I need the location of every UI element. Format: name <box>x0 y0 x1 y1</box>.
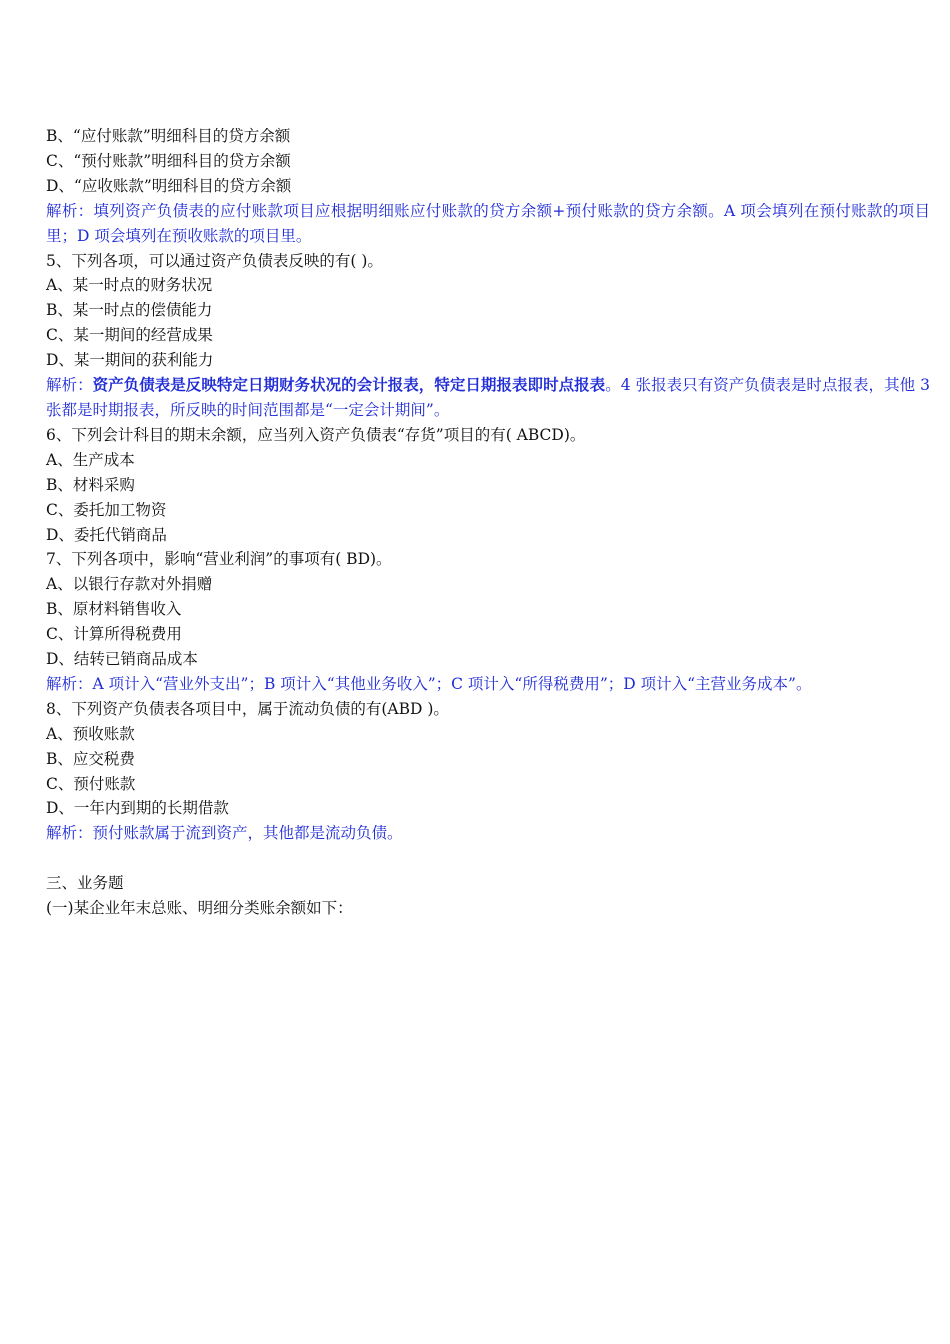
document-page <box>46 124 930 921</box>
question-8-option-d: D、一年内到期的长期借款 <box>46 799 229 818</box>
question-5-analysis <box>46 373 930 423</box>
question-7-option-d: D、结转已销商品成本 <box>46 650 198 669</box>
question-7-stem: 7、下列各项中，影响“营业利润”的事项有( BD)。 <box>46 550 392 569</box>
option-c: C、“预付账款”明细科目的贷方余额 <box>46 151 291 170</box>
blank-line <box>46 846 930 871</box>
question-6-stem: 6、下列会计科目的期末余额，应当列入资产负债表“存货”项目的有( ABCD)。 <box>46 425 586 444</box>
question-8-analysis: 解析：预付账款属于流到资产，其他都是流动负债。 <box>46 824 403 843</box>
question-7-option-a: A、以银行存款对外捐赠 <box>46 575 213 594</box>
analysis-detail: 。4 张报表只有资产负债表是时点报表，其他 3 张都是时期报表，所反映的时间范围都是“一定会计期间”。 <box>46 376 930 419</box>
analysis-label: 解析： <box>46 376 93 395</box>
question-7-analysis: 解析：A 项计入“营业外支出”；B 项计入“其他业务收入”；C 项计入“所得税费用”；D 项计入“主营业务成本”。 <box>46 674 812 693</box>
option-d: D、“应收账款”明细科目的贷方余额 <box>46 176 292 195</box>
question-8-stem: 8、下列资产负债表各项目中，属于流动负债的有(ABD )。 <box>46 699 449 718</box>
question-6-option-b: B、材料采购 <box>46 475 135 494</box>
question-5-option-c: C、某一期间的经营成果 <box>46 326 213 345</box>
question-5-option-a: A、某一时点的财务状况 <box>46 276 213 295</box>
question-6-option-c: C、委托加工物资 <box>46 500 167 519</box>
option-b: B、“应付账款”明细科目的贷方余额 <box>46 127 291 145</box>
analysis-key-point: 资产负债表是反映特定日期财务状况的会计报表，特定日期报表即时点报表 <box>92 375 606 395</box>
question-7-option-b: B、原材料销售收入 <box>46 600 182 619</box>
question-8-option-a: A、预收账款 <box>46 724 135 743</box>
question-5-option-b: B、某一时点的偿债能力 <box>46 301 213 320</box>
question-8-option-c: C、预付账款 <box>46 774 136 793</box>
question-5-stem: 5、下列各项，可以通过资产负债表反映的有( )。 <box>46 251 383 270</box>
question-8-option-b: B、应交税费 <box>46 749 135 768</box>
question-6-option-a: A、生产成本 <box>46 450 135 469</box>
section-intro: (一)某企业年末总账、明细分类账余额如下： <box>46 899 353 918</box>
question-5-option-d: D、某一期间的获利能力 <box>46 351 214 370</box>
question-6-option-d: D、委托代销商品 <box>46 525 167 544</box>
section-heading: 三、业务题 <box>46 874 124 893</box>
analysis-text: 解析：填列资产负债表的应付账款项目应根据明细账应付账款的贷方余额+预付账款的贷方余额。A 项会填列在预付账款的项目里；D 项会填列在预收账款的项目里。 <box>46 201 930 245</box>
question-7-option-c: C、计算所得税费用 <box>46 625 182 644</box>
